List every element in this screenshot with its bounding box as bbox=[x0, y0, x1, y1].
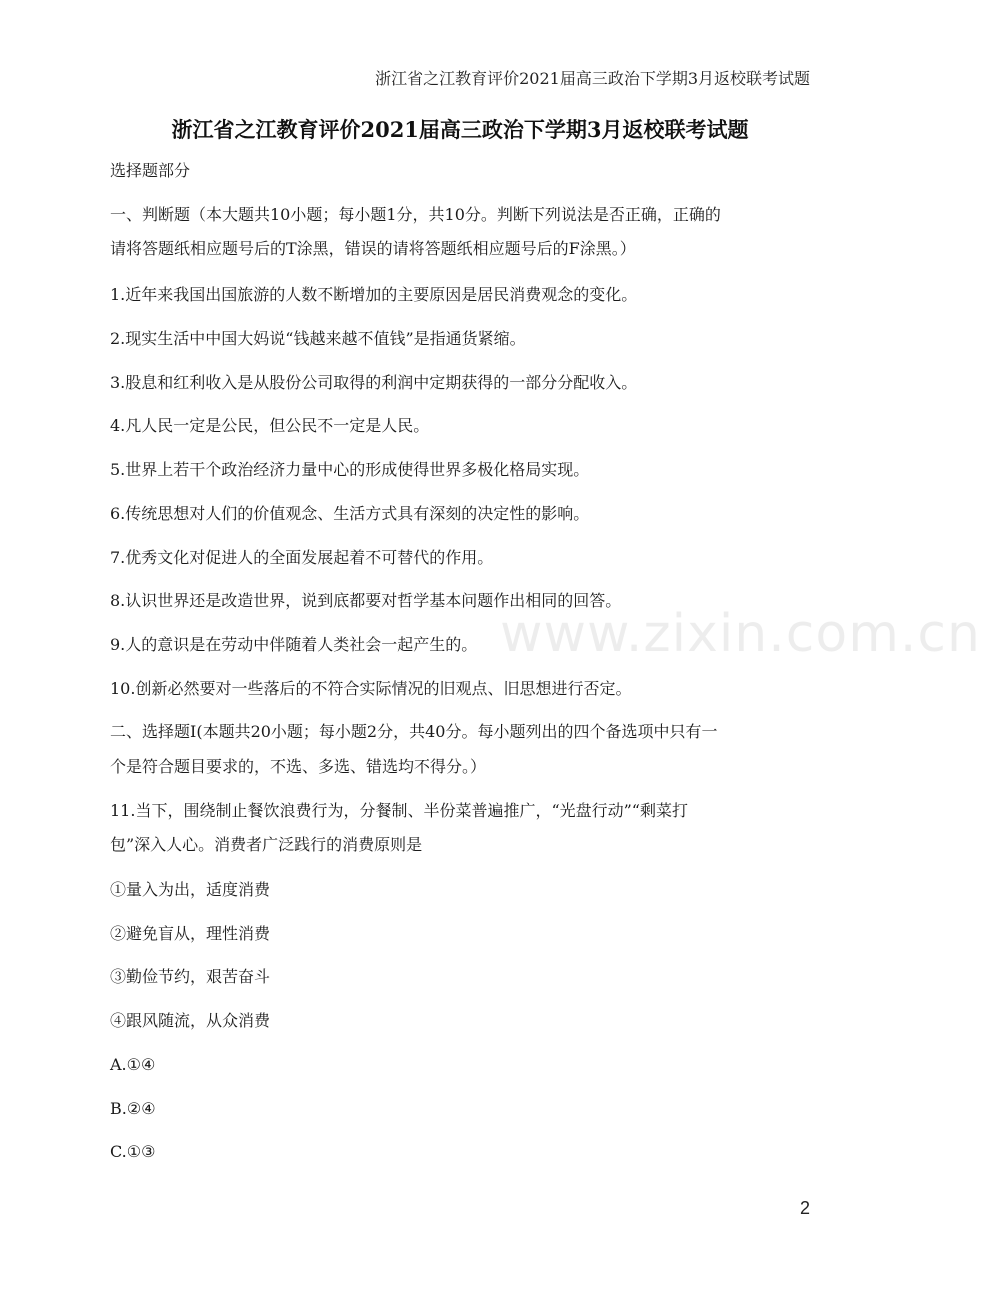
judgment-item: 1.近年来我国出国旅游的人数不断增加的主要原因是居民消费观念的变化。 bbox=[110, 285, 638, 304]
page-number: 2 bbox=[799, 1198, 810, 1218]
statement-item: ③勤俭节约，艰苦奋斗 bbox=[110, 967, 271, 986]
page-title: 浙江省之江教育评价2021届高三政治下学期3月返校联考试题 bbox=[171, 117, 749, 142]
judgment-item: 2.现实生活中中国大妈说“钱越来越不值钱”是指通货紧缩。 bbox=[110, 329, 526, 348]
question-stem-line1: 11.当下，围绕制止餐饮浪费行为，分餐制、半份菜普遍推广，“光盘行动”“剩菜打 bbox=[110, 801, 688, 820]
part2-instruction-line2: 个是符合题目要求的，不选、多选、错选均不得分。） bbox=[110, 757, 487, 776]
judgment-item: 5.世界上若干个政治经济力量中心的形成使得世界多极化格局实现。 bbox=[110, 460, 590, 479]
answer-option-a: A.①④ bbox=[110, 1055, 156, 1074]
section-label: 选择题部分 bbox=[110, 161, 191, 180]
judgment-item: 3.股息和红利收入是从股份公司取得的利润中定期获得的一部分分配收入。 bbox=[110, 373, 638, 392]
judgment-item: 4.凡人民一定是公民，但公民不一定是人民。 bbox=[110, 416, 430, 435]
running-header: 浙江省之江教育评价2021届高三政治下学期3月返校联考试题 bbox=[375, 69, 810, 88]
part1-instruction-line1: 一、判断题（本大题共10小题；每小题1分，共10分。判断下列说法是否正确，正确的 bbox=[110, 205, 721, 224]
answer-option-c: C.①③ bbox=[110, 1142, 156, 1161]
judgment-item: 10.创新必然要对一些落后的不符合实际情况的旧观点、旧思想进行否定。 bbox=[110, 679, 632, 698]
statement-item: ②避免盲从，理性消费 bbox=[110, 924, 271, 943]
question-stem-line2: 包”深入人心。消费者广泛践行的消费原则是 bbox=[110, 835, 423, 854]
judgment-item: 6.传统思想对人们的价值观念、生活方式具有深刻的决定性的影响。 bbox=[110, 504, 590, 523]
statement-item: ④跟风随流，从众消费 bbox=[110, 1011, 271, 1030]
judgment-item: 7.优秀文化对促进人的全面发展起着不可替代的作用。 bbox=[110, 548, 494, 567]
judgment-item: 8.认识世界还是改造世界，说到底都要对哲学基本问题作出相同的回答。 bbox=[110, 591, 622, 610]
answer-option-b: B.②④ bbox=[110, 1099, 156, 1118]
statement-item: ①量入为出，适度消费 bbox=[110, 880, 271, 899]
part1-instruction-line2: 请将答题纸相应题号后的T涂黑，错误的请将答题纸相应题号后的F涂黑。） bbox=[110, 239, 636, 258]
watermark: www.zixin.com.cn bbox=[500, 604, 981, 664]
part2-instruction-line1: 二、选择题Ⅰ(本题共20小题；每小题2分，共40分。每小题列出的四个备选项中只有一 bbox=[110, 722, 718, 741]
judgment-item: 9.人的意识是在劳动中伴随着人类社会一起产生的。 bbox=[110, 635, 478, 654]
